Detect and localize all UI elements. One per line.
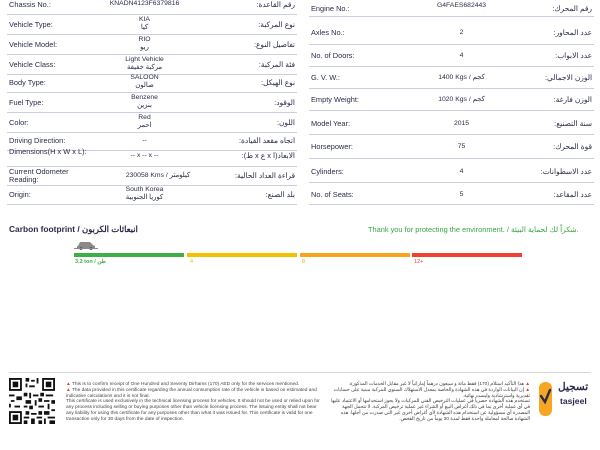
label-ar: رقم القاعدة: xyxy=(256,0,295,9)
value: 1400 Kgs / كجم xyxy=(438,74,485,81)
value: 5 xyxy=(459,191,464,198)
label-ar: عدد الابواب: xyxy=(555,51,592,60)
label-en: Horsepower: xyxy=(311,142,353,151)
row-vehicle-type xyxy=(7,15,297,35)
label-en: Axles No.: xyxy=(311,28,345,37)
carbon-value-label: 3.2 ton / طن xyxy=(75,259,106,265)
row-model-year xyxy=(309,111,594,135)
value: 2 xyxy=(459,29,464,36)
label-ar: الابعاد(ا x ع x ط): xyxy=(241,151,295,160)
alert-icon: ▲ xyxy=(525,387,530,393)
label-ar: الوزن فارغة: xyxy=(553,95,592,104)
disclaimer-line: ▲ إن البيانات الواردة في هذه الشهادة والخاصة بمعدل الاستهلاك السنوي للمركبة مبنية على حسابات تقديرية واسترشادية وليست نهائية. xyxy=(333,387,530,399)
label-ar: عدد المحاور: xyxy=(553,28,592,37)
gauge-segment-green xyxy=(74,253,184,257)
footer-divider xyxy=(9,372,591,373)
row-doors xyxy=(309,45,594,67)
gauge-segment-yellow xyxy=(187,253,297,257)
value: 230058 Kms / كيلومتر xyxy=(125,172,191,179)
label-ar: نوع المركبة: xyxy=(258,20,295,29)
value: SALOON صالون xyxy=(130,74,159,89)
value: KNADN4123F6379816 xyxy=(109,0,180,7)
gauge-segment-orange xyxy=(300,253,410,257)
value: RIO ريو xyxy=(138,36,151,51)
label-en: Body Type: xyxy=(9,78,46,87)
row-odometer xyxy=(7,161,297,186)
gauge-tick-label: 4 xyxy=(190,259,194,265)
label-ar: قراءة العداد الحالية: xyxy=(234,171,295,180)
label-ar: عدد الاسطوانات: xyxy=(540,167,592,176)
value: G4FAES682443 xyxy=(436,2,487,9)
value: Light Vehicle مركبة خفيفة xyxy=(125,56,164,71)
label-en: Vehicle Type: xyxy=(9,20,53,29)
label-en: Current Odometer Reading: xyxy=(9,167,69,184)
label-en: Vehicle Class: xyxy=(9,60,56,69)
label-ar: الوقود: xyxy=(274,98,295,107)
alert-icon: ▲ xyxy=(66,382,71,387)
label-en: Vehicle Model: xyxy=(9,40,58,49)
label-en: Chassis No.: xyxy=(9,0,51,9)
logo-wordmark-arabic: تسجيل xyxy=(558,381,589,393)
disclaimer-line: This certificate is used exclusively in the technical licensing process for vehicles. It should not be used or relied upon for any process including selling or buying purposes other than vehicle licensing process. The issuing entity shall not bear any liability for using this certificate for any purposes other than what it was issued for. This certificate is valid for one transaction only for 30 days from the date of inspection. xyxy=(66,399,320,422)
qr-code[interactable] xyxy=(9,378,55,424)
label-ar: تفاصيل النوع: xyxy=(253,40,295,49)
label-ar: نوع الهيكل: xyxy=(260,78,295,87)
environment-thanks-text: Thank you for protecting the environment. / شكراً لك لحماية البيئة. xyxy=(368,225,579,234)
row-engine-no xyxy=(309,0,594,17)
row-color xyxy=(7,113,297,133)
row-gvw xyxy=(309,67,594,89)
disclaimer-line: تستخدم هذه الشهادة حصرياً في عمليات الترخيص الفني للمركبات ولا يجوز استخدامها أو الاعتماد عليها في أي عملية أخرى بما في ذلك أغراض البيع أو الشراء غير عملية ترخيص المركبة. لا تتحمل الجهة المصدرة أي مسؤولية عن استخدام هذه الشهادة لأي أغراض أخرى غير التي صدرت من أجلها. هذه الشهادة صالحة لمعاملة واحدة فقط لمدة 30 يوماً من تاريخ الفحص. xyxy=(330,399,530,422)
label-en: Dimensions(H x W x L): xyxy=(9,147,87,156)
value: Benzene بنزين xyxy=(131,94,158,109)
value: -- x -- x -- xyxy=(130,152,159,159)
label-en: No. of Doors: xyxy=(311,51,355,60)
row-origin xyxy=(7,184,297,205)
label-en: Fuel Type: xyxy=(9,98,44,107)
label-ar: الوزن الاجمالي: xyxy=(545,73,592,82)
disclaimer-arabic xyxy=(330,382,530,423)
row-vehicle-model xyxy=(7,35,297,55)
label-en: Cylinders: xyxy=(311,167,344,176)
gauge-segment-red xyxy=(412,253,522,257)
gauge-tick-label: 12+ xyxy=(414,259,424,265)
row-axles xyxy=(309,17,594,45)
carbon-footprint-title: Carbon footprint / انبعاثات الكربون xyxy=(9,224,138,234)
label-en: Origin: xyxy=(9,190,31,199)
label-ar: اتجاه مقعد القيادة: xyxy=(239,136,295,145)
value: KIA كيا xyxy=(139,16,150,31)
label-ar: بلد الصنع: xyxy=(265,190,295,199)
value: Red احمر xyxy=(137,114,152,129)
value: 2015 xyxy=(453,120,470,127)
gauge-tick-label: 8 xyxy=(302,259,306,265)
label-en: Engine No.: xyxy=(311,4,350,13)
value: South Korea كوريا الجنوبية xyxy=(125,186,164,201)
label-ar: اللون: xyxy=(276,118,295,127)
value: 4 xyxy=(459,52,464,59)
logo-wordmark-english: tasjeel xyxy=(560,396,587,406)
label-en: Empty Weight: xyxy=(311,95,359,104)
car-marker-line xyxy=(74,248,98,249)
row-empty-weight xyxy=(309,89,594,111)
row-vehicle-class xyxy=(7,55,297,75)
disclaimer-line: ▲ This is to confirm receipt of One Hundred and Seventy Dirhams (170) AED only for the services mentioned. xyxy=(66,382,300,387)
disclaimer-line: ▲ هذا التأكيد استلام (170) فقط مائة و سبعون درهماً إماراتياً لا غير مقابل الخدمات المذكورة. xyxy=(348,382,530,387)
value: 1020 Kgs / كجم xyxy=(438,96,485,103)
label-en: Driving Direction: xyxy=(9,136,66,145)
label-en: Model Year: xyxy=(311,119,351,128)
label-ar: فئة المركبة: xyxy=(258,60,295,69)
row-seats xyxy=(309,183,594,205)
row-horsepower xyxy=(309,135,594,159)
label-ar: سنة التصنيع: xyxy=(554,119,592,128)
value: 75 xyxy=(457,143,466,150)
row-cylinders xyxy=(309,159,594,183)
row-body-type xyxy=(7,73,297,93)
disclaimer-english xyxy=(66,382,323,423)
disclaimer-line: ▲ The data provided in this certificate regarding the annual consumption rate of the vehicle is based on estimated and indicative calculations and it is not final. xyxy=(66,387,317,399)
label-ar: قوة المحرك: xyxy=(553,142,592,151)
alert-icon: ▲ xyxy=(525,382,530,387)
value: 4 xyxy=(459,168,464,175)
label-ar: رقم المحرك: xyxy=(552,4,592,13)
label-ar: عدد المقاعد: xyxy=(553,190,592,199)
row-chassis xyxy=(7,0,297,15)
label-en: No. of Seats: xyxy=(311,190,354,199)
label-en: G. V. W.: xyxy=(311,73,340,82)
label-en: Color: xyxy=(9,118,29,127)
value: -- xyxy=(142,137,147,144)
row-fuel-type xyxy=(7,93,297,113)
alert-icon: ▲ xyxy=(66,387,71,393)
